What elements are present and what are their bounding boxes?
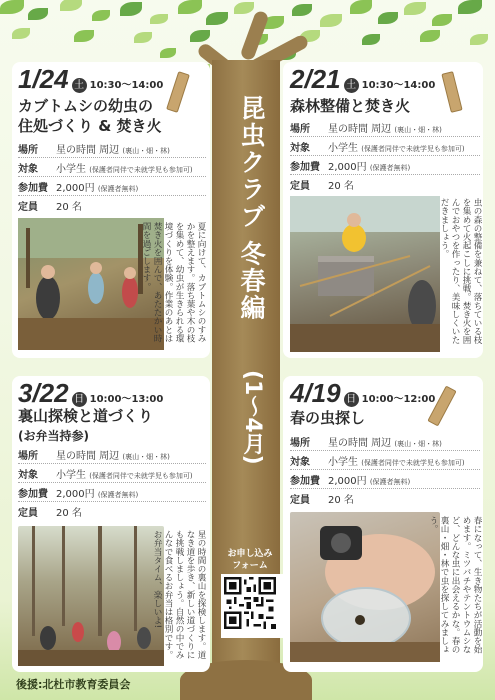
event-date: 3/22 <box>18 378 69 408</box>
event-date: 2/21 <box>290 64 341 94</box>
event-info: 場所 星の時間 周辺 (裏山・畑・林) 対象 小学生 (保護者同伴で未就学児も参加可) 参加費 2,000円 (保護者無料) 定員 20 名 <box>18 445 206 520</box>
event-info: 場所 星の時間 周辺 (裏山・畑・林) 対象 小学生 (保護者同伴で未就学児も参加可) 参加費 2,000円 (保護者無料) 定員 20 名 <box>18 139 206 214</box>
event-description: 夏に向けて、カブトムシのすみかを整えます。落ち葉や木の枝を集めて、幼虫が生きられる環境づくりを体験。作業のあとは焚き火を囲んで、あたたかい時間を過ごします。 <box>141 222 206 343</box>
event-date-row <box>18 64 163 95</box>
event-title: 春の虫探し <box>290 409 366 427</box>
event-description: 星の時間の裏山を探検します。道なき道を歩き、新しい道づくりにも挑戦しましょう。自然の中でみんなで食べるお弁当は格別です。お弁当タイム、楽しいよ! <box>152 530 206 659</box>
event-date-row <box>18 378 163 409</box>
weekday-badge: 日 <box>344 392 359 407</box>
sponsor-credit: 後援:北杜市教育委員会 <box>16 678 131 691</box>
event-date-row <box>290 64 435 95</box>
event-info: 場所 星の時間 周辺 (裏山・畑・林) 対象 小学生 (保護者同伴で未就学児も参加可) 参加費 2,000円 (保護者無料) 定員 20 名 <box>290 432 480 507</box>
event-time: 10:00〜12:00 <box>361 394 436 405</box>
event-info: 場所 星の時間 周辺 (裏山・畑・林) 対象 小学生 (保護者同伴で未就学児も参加可) 参加費 2,000円 (保護者無料) 定員 20 名 <box>290 118 480 193</box>
event-title: 裏山探検と道づくり (お弁当持参) <box>18 407 154 443</box>
event-date: 1/24 <box>18 64 69 94</box>
event-title: カブトムシの幼虫の 住処づくり & 焚き火 <box>18 97 162 135</box>
event-photo <box>290 196 440 352</box>
application-qr-code[interactable] <box>221 574 285 638</box>
apply-form-label: お申し込みフォーム <box>227 549 273 571</box>
event-photo <box>18 526 164 666</box>
event-description: 虫の森の整備を兼ねて、落ちている枝を集めて火起こしに挑戦。焚き火を囲んでおやつを作ったり、美味しくいただきましょう。 <box>439 198 482 345</box>
page-subtitle: (1〜4月) <box>240 370 265 465</box>
event-time: 10:00〜13:00 <box>89 394 164 405</box>
event-date: 4/19 <box>290 378 341 408</box>
event-photo <box>290 512 440 662</box>
event-title: 森林整備と焚き火 <box>290 97 411 115</box>
weekday-badge: 土 <box>344 78 359 93</box>
weekday-badge: 土 <box>72 78 87 93</box>
event-date-row <box>290 378 435 409</box>
page-title: 昆虫クラブ 冬春編 <box>237 95 266 322</box>
event-description: 春になって、生き物たちが活動を始めます。ミツバチやテントウムシなど、どんな虫に出会えるかな。春の裏山・畑・林で虫を探してみましょう。 <box>428 516 482 654</box>
weekday-badge: 日 <box>72 392 87 407</box>
event-time: 10:30〜14:00 <box>89 80 164 91</box>
event-time: 10:30〜14:00 <box>361 80 436 91</box>
